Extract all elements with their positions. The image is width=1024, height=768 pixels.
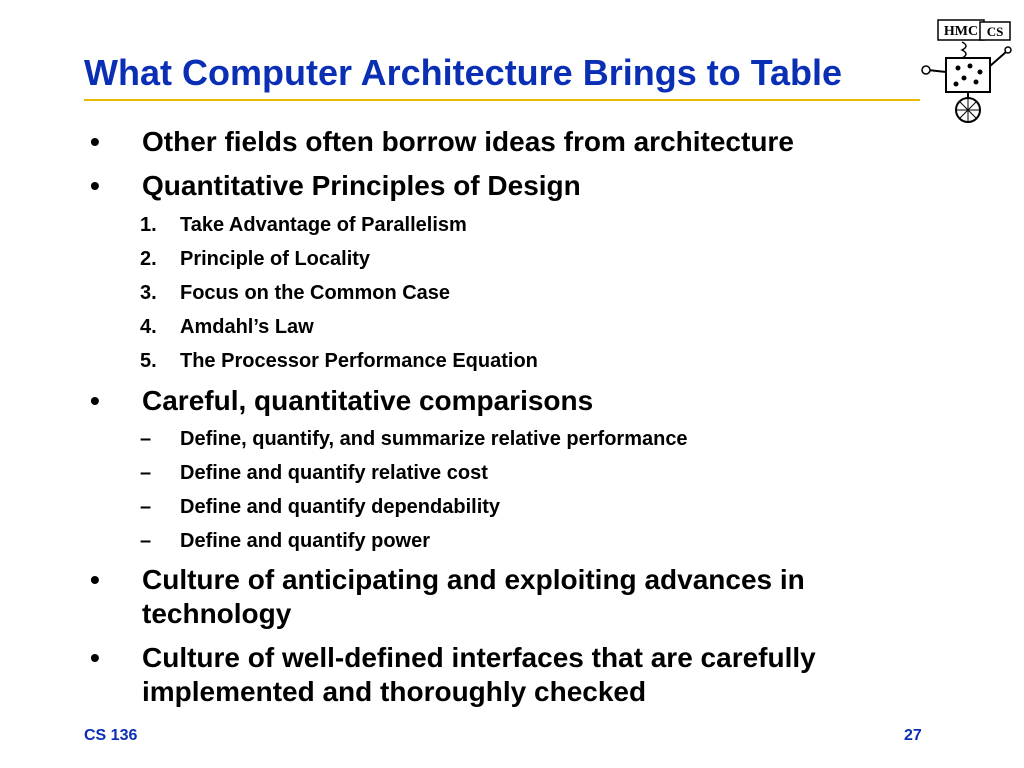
subitem-text: Take Advantage of Parallelism bbox=[180, 214, 467, 236]
subitem-text: Define and quantify power bbox=[180, 530, 431, 552]
logo-text-hmc: HMC bbox=[943, 24, 979, 39]
bullet-text: Careful, quantitative comparisons bbox=[142, 385, 594, 416]
bullet-marker: • bbox=[90, 170, 100, 201]
subitem-text: The Processor Performance Equation bbox=[180, 350, 538, 372]
bullet-text-line1: Culture of well-defined interfaces that are carefully bbox=[142, 642, 816, 673]
bullet-text-line1: Culture of anticipating and exploiting advances in bbox=[142, 564, 805, 595]
subitem-text: Define, quantify, and summarize relative performance bbox=[180, 428, 688, 450]
subitem-marker: 2. bbox=[140, 248, 157, 270]
slide-title: What Computer Architecture Brings to Table bbox=[84, 52, 843, 93]
bullet-marker: • bbox=[90, 642, 100, 673]
logo-text-cs: CS bbox=[986, 24, 1004, 39]
subitem-marker: – bbox=[140, 462, 152, 484]
subitem-text: Amdahl’s Law bbox=[180, 316, 314, 338]
bullet-marker: • bbox=[90, 564, 100, 595]
bullet-text: Quantitative Principles of Design bbox=[142, 170, 581, 201]
footer-course: CS 136 bbox=[84, 727, 138, 744]
bullet-marker: • bbox=[90, 126, 100, 157]
subitem-text: Focus on the Common Case bbox=[180, 282, 451, 304]
subitem-text: Define and quantify dependability bbox=[180, 496, 501, 518]
subitem-marker: 4. bbox=[140, 316, 157, 338]
bullet-marker: • bbox=[90, 385, 100, 416]
subitem-marker: 5. bbox=[140, 350, 157, 372]
subitem-text: Principle of Locality bbox=[180, 248, 371, 270]
subitem-marker: – bbox=[140, 496, 152, 518]
subitem-marker: – bbox=[140, 428, 152, 450]
bullet-text-line2: implemented and thoroughly checked bbox=[142, 676, 647, 707]
subitem-marker: – bbox=[140, 530, 152, 552]
bullet-text-line2: technology bbox=[142, 598, 292, 629]
subitem-marker: 3. bbox=[140, 282, 157, 304]
footer-page-number: 27 bbox=[904, 727, 922, 744]
subitem-marker: 1. bbox=[140, 214, 157, 236]
subitem-text: Define and quantify relative cost bbox=[180, 462, 488, 484]
bullet-text: Other fields often borrow ideas from architecture bbox=[142, 126, 794, 157]
